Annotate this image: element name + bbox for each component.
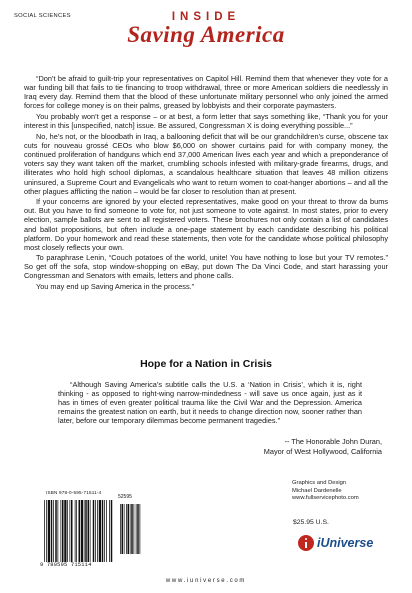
blurb-paragraph: You probably won’t get a response – or at best, a form letter that says something like, “Thank you for your interest in this [unspecified, natch] issue. Be assured, Congressman X is doing everything possible...” (24, 112, 388, 131)
price-code: 52595 (118, 494, 132, 500)
series-label: INSIDE (171, 11, 241, 23)
publisher-url: www.iuniverse.com (165, 578, 247, 584)
endorsement-attribution (264, 437, 382, 456)
blurb-paragraph: If your concerns are ignored by your elected representatives, make good on your threat to throw da bums out. But you have to find someone to vote for, not just someone to vote against. In most states, prior to every election, sample ballots are sent to all registered voters. These brochures not only contain a list of candidates and ballot propositions, but often include a one-page statement by each candidate describing his political platform. Do your homework and read these statements, then vote for the candidate whose political philosophy most closely reflects your own. (24, 197, 388, 252)
design-credits (292, 480, 359, 503)
price: $25.95 U.S. (293, 519, 329, 526)
blurb-body (24, 74, 388, 293)
endorser-role: Mayor of West Hollywood, California (263, 446, 382, 456)
endorser-name: -- The Honorable John Duran, (284, 437, 382, 446)
design-credit-line: Michael Dardenelle (292, 487, 342, 494)
section-heading: Hope for a Nation in Crisis (140, 358, 272, 370)
publisher-logo-icon (298, 535, 314, 551)
category-label: SOCIAL SCIENCES (14, 13, 71, 19)
isbn-label: ISBN 978-0-595-71511-4 (46, 490, 102, 495)
blurb-paragraph: You may end up Saving America in the process.” (36, 282, 195, 292)
isbn-barcode (40, 490, 144, 572)
book-title: Saving America (127, 22, 285, 47)
blurb-paragraph: “Don’t be afraid to guilt-trip your representatives on Capitol Hill. Remind them that whenever they vote for a war funding bill that fails to tie financing to troop withdrawal, three or more American soldiers die needlessly in Iraq every day. Remind them that the blood of these unfortunate military personnel who only joined the armed forces for college money is on their palms, greased by lobbyists and their corporate paymasters. (24, 74, 388, 111)
blurb-paragraph: To paraphrase Lenin, “Couch potatoes of the world, unite! You have nothing to lose but your TV remotes.” So get off the sofa, stop window-shopping on eBay, put down The Da Vinci Code, and start harassing your Congressman and Senators with emails, letters and phone calls. (24, 253, 388, 281)
blurb-paragraph: No, he’s not, or the bloodbath in Iraq, a ballooning deficit that will be our grandchildren’s curse, obscene tax cuts for nouveau grossé CEOs who blow $6,000 on shower curtains paid for with company money, the continued proliferation of handguns which end 37,000 American lives each year and which a preponderance of voters say they want taken off the market, crumbling schools infested with military-grade firearms, drugs, and illiterates who hold high school diplomas, a scandalous healthcare situation that leaves 48 million citizens uninsured, a Supreme Court and Evangelicals who want to return women to coat-hanger abortions – and all the other plagues afflicting the nation – would be far closer to resolution than at present. (24, 132, 388, 196)
endorsement-quote: “Although Saving America’s subtitle calls the U.S. a ‘Nation in Crisis’, which it is, right thinking - as opposed to right-wing narrow-mindedness - will save us once again, just as it has in times of even greater political trauma like the Civil War and the Depression. America remains the greatest nation on earth, but it needs to change direction now, sooner rather than later, before our temporary dilemmas become permanent tragedies.” (58, 380, 362, 426)
publisher-name: iUniverse (317, 536, 374, 550)
design-credit-line: Graphics and Design (292, 480, 347, 486)
barcode-digits: 9 780595 715114 (40, 562, 92, 568)
barcode-icon (40, 498, 144, 570)
publisher-logo (298, 533, 378, 555)
design-credit-line: www.fullservicephoto.com (292, 495, 359, 502)
